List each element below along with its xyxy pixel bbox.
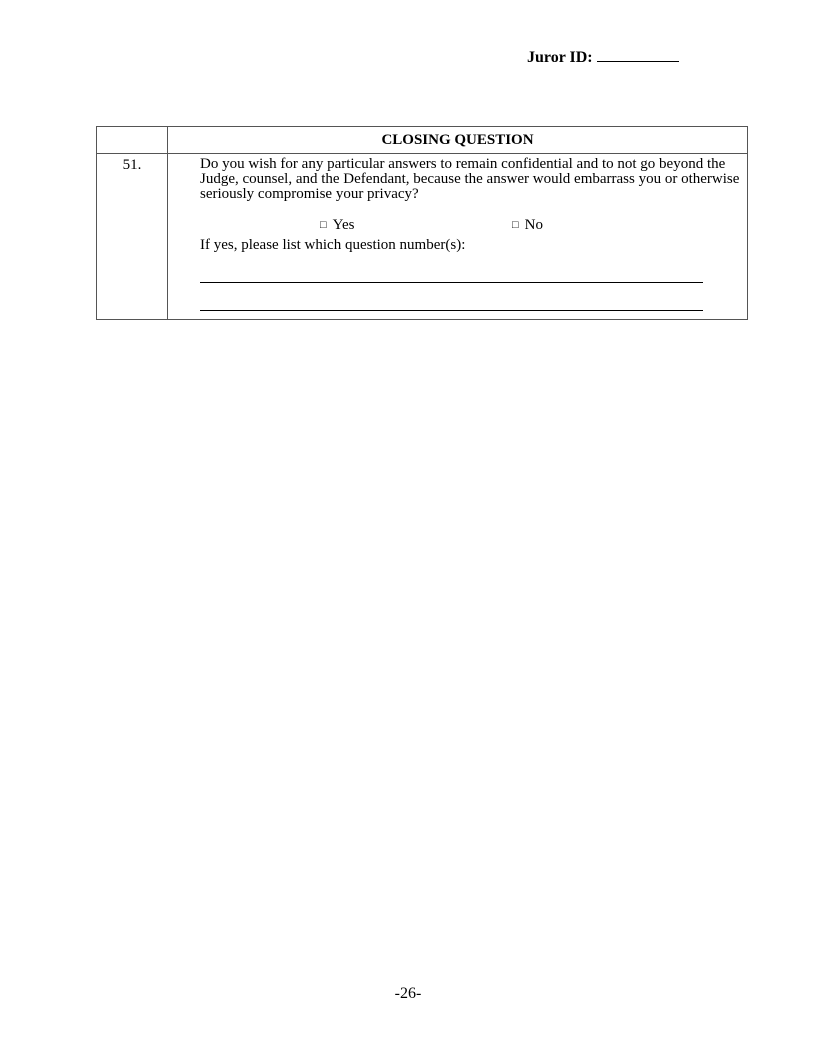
table-header-row — [97, 127, 748, 154]
juror-id-label: Juror ID: — [527, 49, 593, 66]
question-row — [97, 154, 748, 320]
header-empty-cell — [97, 127, 168, 154]
yes-label: Yes — [332, 217, 355, 233]
answer-options — [200, 216, 741, 234]
no-label: No — [524, 217, 543, 233]
page-number: -26- — [394, 985, 422, 1002]
question-number: 51. — [97, 154, 168, 320]
question-body — [168, 154, 748, 320]
juror-id — [527, 49, 679, 67]
no-option[interactable] — [512, 216, 543, 235]
answer-line-1[interactable] — [200, 282, 703, 283]
yes-option[interactable] — [320, 216, 354, 235]
answer-line-2[interactable] — [200, 310, 703, 311]
question-text: Do you wish for any particular answers to remain confidential and to not go beyond the Judge, counsel, and the Defendant, because the answer would embarrass you or otherwise seriously compromise your privacy? — [200, 156, 740, 202]
question-table — [96, 126, 748, 320]
followup-prompt: If yes, please list which question number(s): — [200, 237, 466, 253]
juror-id-blank[interactable] — [597, 49, 679, 62]
no-checkbox-icon[interactable]: □ — [512, 219, 519, 231]
yes-checkbox-icon[interactable]: □ — [320, 219, 327, 231]
section-title: CLOSING QUESTION — [168, 127, 748, 154]
